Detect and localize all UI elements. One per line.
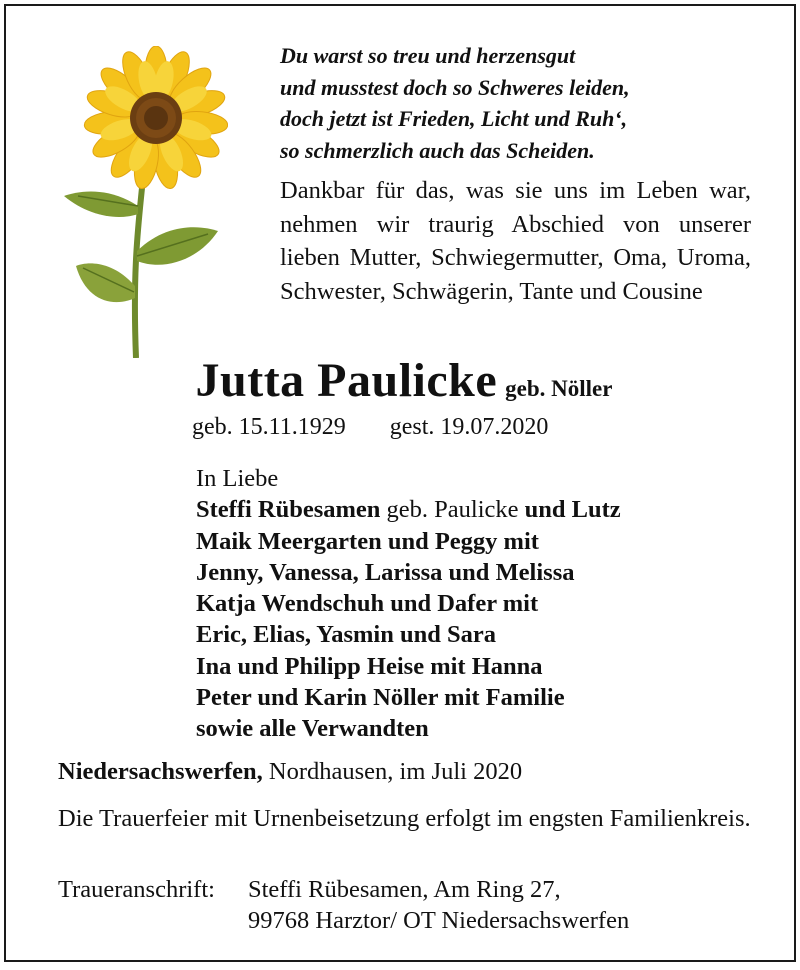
address-line: Steffi Rübesamen, Am Ring 27, [248, 876, 561, 903]
mourner-line: Steffi Rübesamen geb. Paulicke und Lutz [196, 496, 621, 524]
mourner-line: sowie alle Verwandten [196, 715, 429, 743]
mourner-line: Eric, Elias, Yasmin und Sara [196, 621, 496, 649]
obituary-notice [4, 4, 796, 962]
poem-line: so schmerzlich auch das Scheiden. [280, 137, 595, 163]
town-name: Niedersachswerfen, [58, 758, 263, 785]
life-dates [192, 414, 548, 441]
poem-line: doch jetzt ist Frieden, Licht und Ruh‘, [280, 106, 628, 131]
place-date-line [58, 758, 522, 786]
poem-line: Du warst so treu und herzensgut [280, 43, 576, 68]
mourner-line: Katja Wendschuh und Dafer mit [196, 590, 539, 618]
mourner-line: Peter und Karin Nöller mit Familie [196, 684, 565, 712]
poem-line: und musstest doch so Schweres leiden, [280, 74, 630, 100]
mourners-intro: In Liebe [196, 465, 279, 492]
mourner-line: Jenny, Vanessa, Larissa und Melissa [196, 558, 575, 586]
deceased-name-line [6, 353, 800, 408]
place-date: Nordhausen, im Juli 2020 [262, 758, 523, 785]
birth-date: geb. 15.11.1929 [192, 414, 346, 440]
sunflower-icon [58, 46, 228, 358]
intro-paragraph: Dankbar für das, was sie uns im Leben war, nehmen wir traurig Abschied von unserer lieben Mutter, Schwiegermutter, Oma, Uroma, Schwester, Schwägerin, Tante und Cousine [280, 177, 751, 305]
address-line: 99768 Harztor/ OT Niedersachswerfen [248, 907, 630, 934]
death-date: gest. 19.07.2020 [389, 414, 549, 440]
poem-verse [280, 40, 760, 166]
ceremony-note: Die Trauerfeier mit Urnenbeisetzung erfolgt im engsten Familienkreis. [58, 805, 751, 832]
birth-name: geb. Nöller [505, 376, 613, 401]
deceased-name: Jutta Paulicke [195, 354, 498, 407]
mourning-address [58, 874, 629, 936]
address-label: Traueranschrift: [58, 876, 215, 903]
mourner-line: Ina und Philipp Heise mit Hanna [196, 652, 543, 680]
mourners-list [196, 463, 621, 745]
mourner-line: Maik Meergarten und Peggy mit [196, 527, 539, 555]
